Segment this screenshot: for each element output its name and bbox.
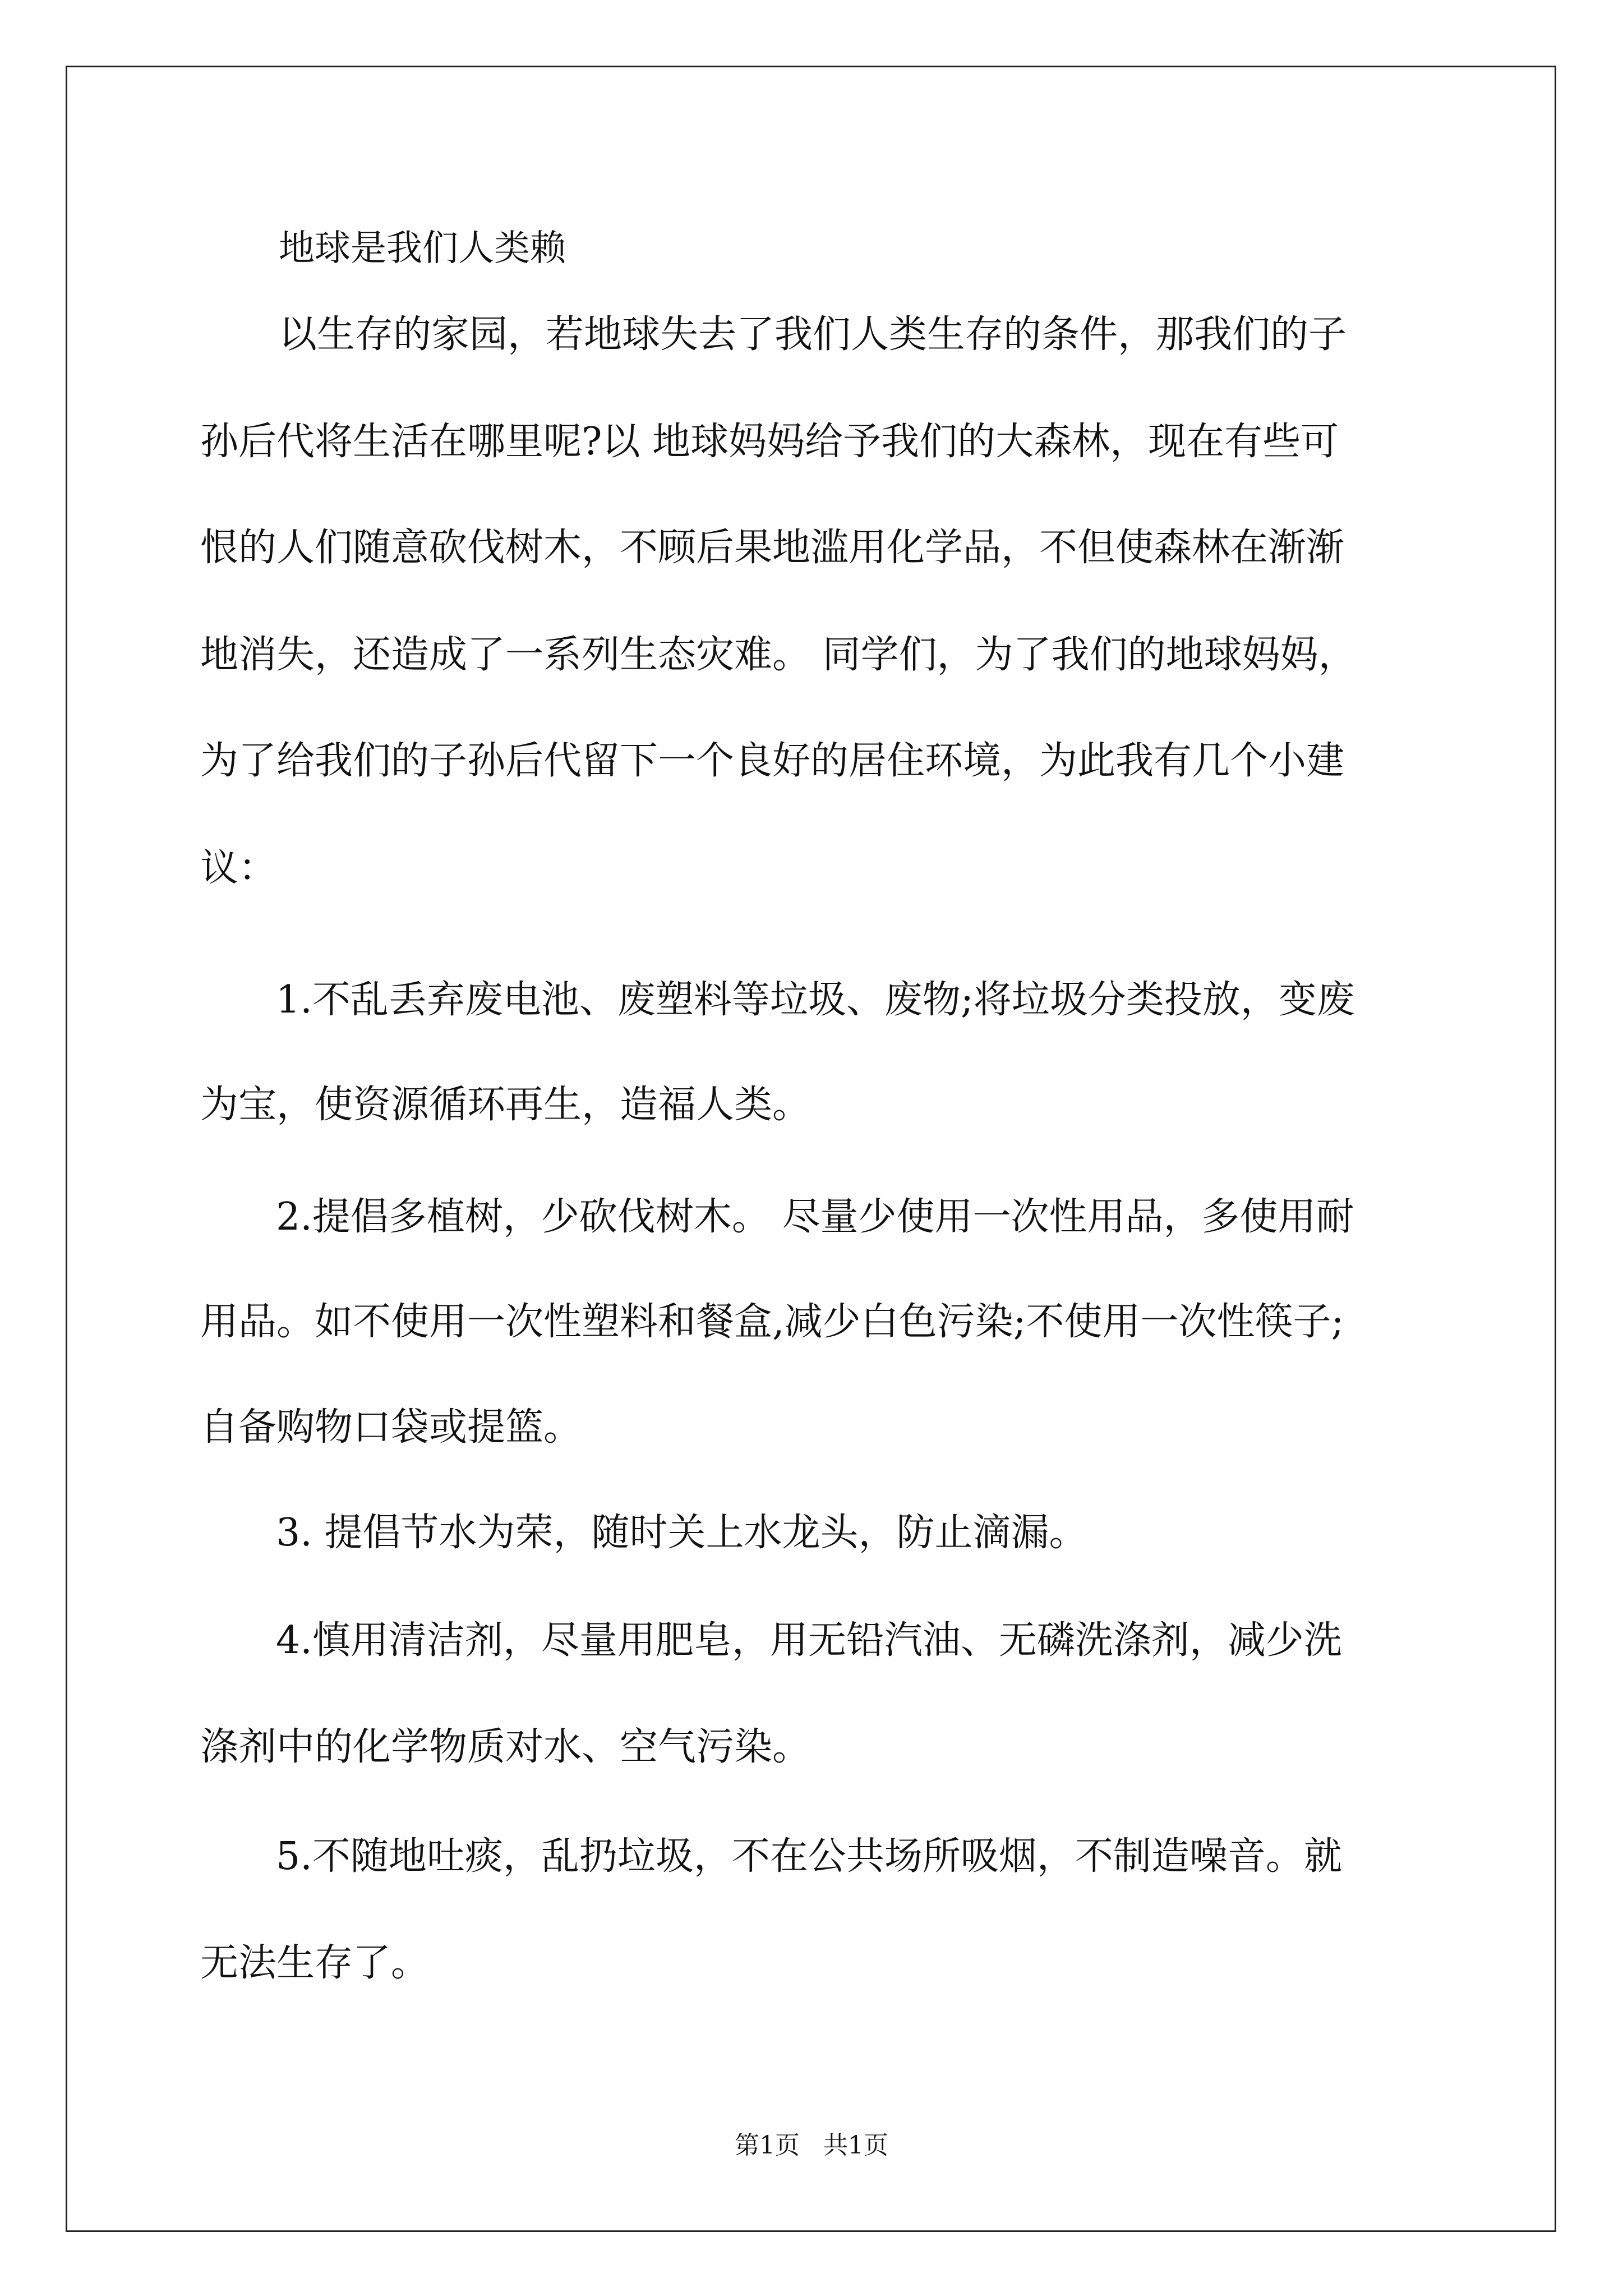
list-item-line: 1.不乱丢弃废电池、废塑料等垃圾、废物;将垃圾分类投放，变废 bbox=[276, 978, 1355, 1022]
list-item-line: 4.慎用清洁剂，尽量用肥皂，用无铅汽油、无磷洗涤剂，减少洗 bbox=[276, 1618, 1342, 1663]
paragraph-line: 为了给我们的子孙后代留下一个良好的居住环境，为此我有几个小建 bbox=[200, 739, 1345, 783]
list-item-line: 5.不随地吐痰，乱扔垃圾，不在公共场所吸烟，不制造噪音。就 bbox=[276, 1834, 1342, 1879]
page-border bbox=[66, 66, 1556, 2232]
list-item-line: 2.提倡多植树，少砍伐树木。 尽量少使用一次性用品，多使用耐 bbox=[276, 1195, 1354, 1239]
list-item-line: 自备购物口袋或提篮。 bbox=[200, 1405, 582, 1450]
paragraph-line: 孙后代将生活在哪里呢?以 地球妈妈给予我们的大森林，现在有些可 bbox=[200, 420, 1339, 464]
list-item-line: 无法生存了。 bbox=[200, 1941, 430, 1985]
paragraph-line: 恨的人们随意砍伐树木，不顾后果地滥用化学品，不但使森林在渐渐 bbox=[200, 526, 1345, 570]
list-item-line: 3. 提倡节水为荣，随时关上水龙头，防止滴漏。 bbox=[276, 1511, 1087, 1555]
paragraph-line: 以生存的家园，若地球失去了我们人类生存的条件，那我们的子 bbox=[279, 312, 1347, 357]
paragraph-line: 地球是我们人类赖 bbox=[279, 228, 566, 269]
list-item-line: 涤剂中的化学物质对水、空气污染。 bbox=[200, 1725, 811, 1769]
page-number-footer: 第1页 共1页 bbox=[735, 2131, 888, 2160]
list-item-line: 用品。如不使用一次性塑料和餐盒,减少白色污染;不使用一次性筷子; bbox=[200, 1300, 1344, 1344]
paragraph-line: 地消失，还造成了一系列生态灾难。 同学们，为了我们的地球妈妈， bbox=[200, 633, 1357, 677]
list-item-line: 为宝，使资源循环再生，造福人类。 bbox=[200, 1083, 811, 1127]
paragraph-line: 议： bbox=[200, 846, 277, 890]
